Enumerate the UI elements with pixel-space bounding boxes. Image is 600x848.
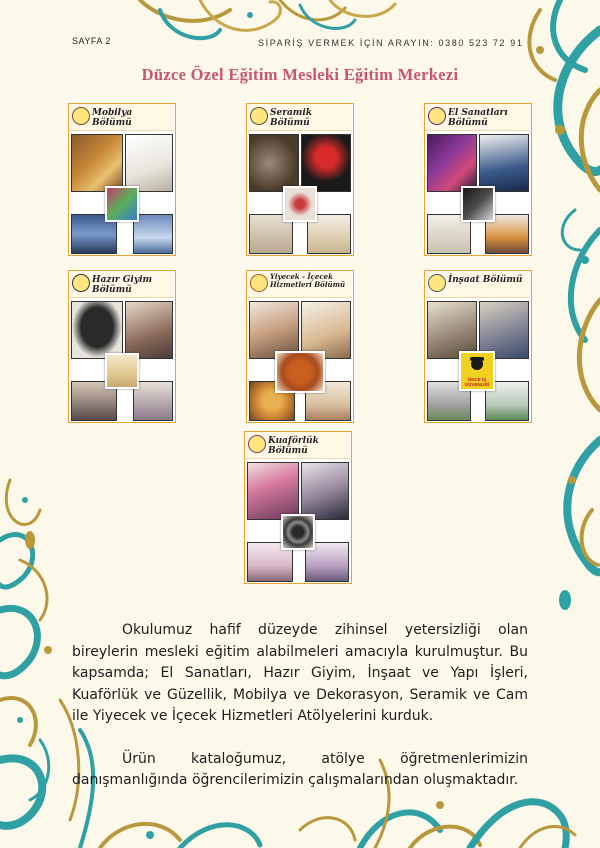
panel-header [69, 271, 174, 298]
school-logo-icon [250, 274, 268, 292]
panel-title: Mobilya Bölümü [92, 108, 133, 128]
panel-title: Hazır Giyim Bölümü [92, 275, 153, 295]
panel-title: İnşaat Bölümü [448, 275, 523, 285]
workshop-photo [133, 214, 173, 254]
workshop-photo [125, 134, 173, 192]
workshop-photo [249, 134, 299, 192]
safety-sign [459, 351, 495, 391]
product-photo [105, 353, 139, 389]
workshop-photo [301, 462, 349, 520]
school-logo-icon [250, 107, 268, 125]
school-logo-icon [428, 107, 446, 125]
workshop-photo [427, 134, 477, 192]
panel-title: El Sanatları Bölümü [448, 108, 508, 128]
workshop-photo [301, 134, 351, 192]
panel-title: Kuaförlük Bölümü [268, 436, 319, 456]
worker-icon [461, 354, 493, 376]
workshop-photo [71, 301, 123, 359]
product-photo [105, 186, 139, 222]
panel-header [425, 104, 530, 131]
workshop-photo [71, 134, 123, 192]
product-photo [275, 351, 325, 393]
workshop-photo [479, 134, 529, 192]
order-phone: SİPARİŞ VERMEK İÇİN ARAYIN: 0380 523 72 91 [258, 38, 524, 48]
panel-header [425, 271, 530, 298]
panel-title: Seramik Bölümü [270, 108, 312, 128]
panel-header [247, 271, 352, 298]
workshop-photo [133, 381, 173, 421]
intro-paragraph: Okulumuz hafif düzeyde zihinsel yetersizliği olan bireylerin mesleki eğitim alabilmeleri amacıyla kurulmuştur. Bu kapsamda; El Sanatları, Hazır Giyim, İnşaat ve Yapı İşleri, Kuaförlük ve Güzellik, Mobilya ve Dekorasyon, Seramik ve Cam ile Yiyecek ve İçecek Hizmetleri Atölyelerini kurduk. [72, 622, 528, 724]
panel-title: Yiyecek - İçecek Hizmetleri Bölümü [270, 272, 346, 289]
panel-header [69, 104, 174, 131]
department-panel-insaat [424, 270, 532, 423]
safety-sign-text: ÖNCE İŞ GÜVENLİĞİ [464, 377, 490, 387]
department-panel-kuaforluk [244, 431, 352, 584]
school-logo-icon [72, 274, 90, 292]
panel-header [245, 432, 350, 459]
department-panel-hazir-giyim [68, 270, 176, 423]
page-title: Düzce Özel Eğitim Mesleki Eğitim Merkezi [141, 65, 459, 84]
workshop-photo [247, 462, 299, 520]
catalog-paragraph: Ürün kataloğumuz, atölye öğretmenlerimizin danışmanlığında öğrencilerimizin çalışmalarından oluşmaktadır. [72, 750, 528, 788]
department-panel-el-sanatlari [424, 103, 532, 256]
school-logo-icon [428, 274, 446, 292]
workshop-photo [125, 301, 173, 359]
department-panel-yiyecek-icecek [246, 270, 354, 423]
school-logo-icon [248, 435, 266, 453]
product-photo [283, 186, 317, 222]
page-number: SAYFA 2 [72, 36, 111, 46]
department-panel-mobilya [68, 103, 176, 256]
product-photo [281, 514, 315, 550]
product-photo [461, 186, 495, 222]
department-panel-seramik [246, 103, 354, 256]
panel-header [247, 104, 352, 131]
intro-text [72, 620, 528, 792]
school-logo-icon [72, 107, 90, 125]
